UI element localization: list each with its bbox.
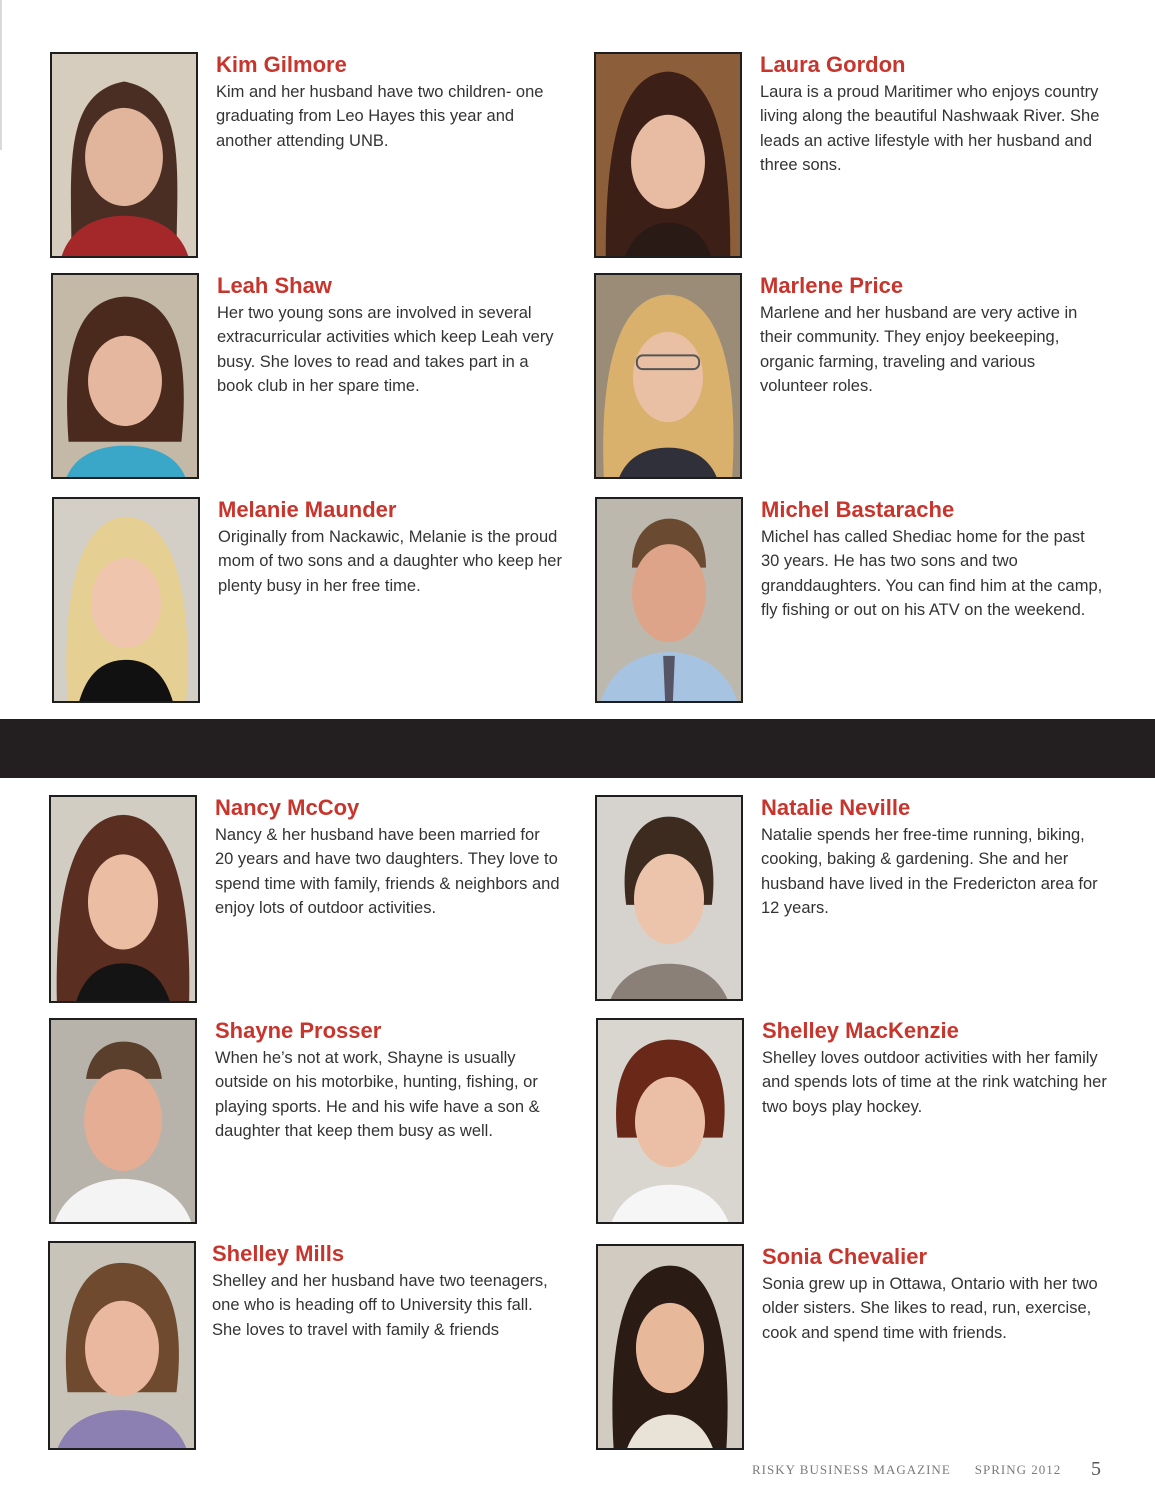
- portrait-photo: [49, 795, 197, 1003]
- person-name: Melanie Maunder: [218, 497, 397, 522]
- person-bio: Marlene and her husband are very active in their community. They enjoy beekeeping, organic farming, traveling and various volunteer roles.: [760, 304, 1078, 395]
- person-name: Leah Shaw: [217, 273, 332, 298]
- person-bio: Laura is a proud Maritimer who enjoys country living along the beautiful Nashwaak River. She leads an active lifestyle with her husband and three sons.: [760, 83, 1100, 174]
- person-bio: Originally from Nackawic, Melanie is the proud mom of two sons and a daughter who keep her plenty busy in her free time.: [218, 528, 562, 595]
- portrait-photo: [48, 1241, 196, 1450]
- person-bio: Shelley and her husband have two teenagers, one who is heading off to University this fall. She loves to travel with family & friends: [212, 1272, 548, 1339]
- person-bio: Kim and her husband have two children- one graduating from Leo Hayes this year and another attending UNB.: [216, 83, 544, 150]
- person-name: Laura Gordon: [760, 52, 906, 77]
- person-bio: Michel has called Shediac home for the past 30 years. He has two sons and two granddaughters. You can find him at the camp, fly fishing or out on his ATV on the weekend.: [761, 528, 1103, 619]
- person-name: Shelley MacKenzie: [762, 1018, 959, 1043]
- person-name: Shayne Prosser: [215, 1018, 382, 1043]
- person-bio: Sonia grew up in Ottawa, Ontario with her two older sisters. She likes to read, run, exercise, cook and spend time with friends.: [762, 1275, 1098, 1342]
- portrait-photo: [51, 273, 199, 479]
- person-name: Nancy McCoy: [215, 795, 360, 820]
- portrait-photo: [595, 497, 743, 703]
- person-bio: Her two young sons are involved in several extracurricular activities which keep Leah very busy. She loves to read and takes part in a book club in her spare time.: [217, 304, 554, 395]
- portrait-photo: [50, 52, 198, 258]
- portrait-photo: [594, 273, 742, 479]
- portrait-photo: [49, 1018, 197, 1224]
- portrait-photo: [52, 497, 200, 703]
- person-bio: When he’s not at work, Shayne is usually outside on his motorbike, hunting, fishing, or playing sports. He and his wife have a son & daughter that keep them busy as well.: [215, 1049, 540, 1140]
- person-name: Michel Bastarache: [761, 497, 955, 522]
- section-divider-band: [0, 719, 1155, 778]
- page-edge-mark: [0, 0, 2, 150]
- person-name: Marlene Price: [760, 273, 904, 298]
- magazine-title: RISKY BUSINESS MAGAZINE: [752, 1462, 951, 1477]
- person-name: Kim Gilmore: [216, 52, 347, 77]
- portrait-photo: [595, 795, 743, 1001]
- page-footer: [752, 1462, 1061, 1478]
- person-name: Shelley Mills: [212, 1241, 345, 1266]
- person-name: Natalie Neville: [761, 795, 911, 820]
- page-number: 5: [1091, 1458, 1101, 1480]
- person-name: Sonia Chevalier: [762, 1244, 928, 1269]
- person-bio: Nancy & her husband have been married for 20 years and have two daughters. They love to spend time with family, friends & neighbors and enjoy lots of outdoor activities.: [215, 826, 560, 917]
- portrait-photo: [596, 1018, 744, 1224]
- issue-label: SPRING 2012: [974, 1462, 1062, 1477]
- portrait-photo: [594, 52, 742, 258]
- portrait-photo: [596, 1244, 744, 1450]
- person-bio: Natalie spends her free-time running, biking, cooking, baking & gardening. She and her husband have lived in the Fredericton area for 12 years.: [761, 826, 1098, 917]
- person-bio: Shelley loves outdoor activities with her family and spends lots of time at the rink watching her two boys play hockey.: [762, 1049, 1107, 1116]
